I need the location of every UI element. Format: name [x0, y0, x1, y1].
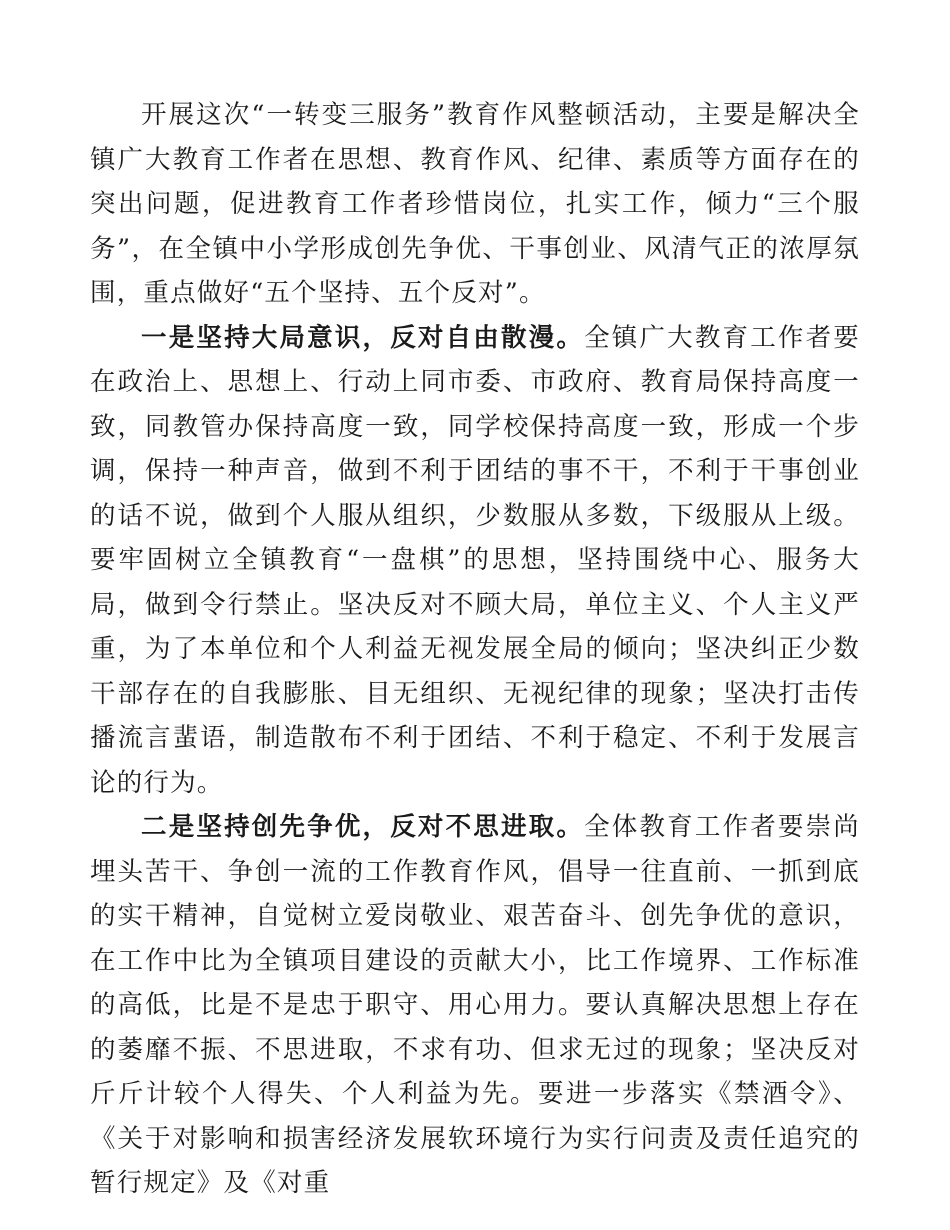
paragraph-point-two	[90, 805, 860, 1206]
paragraph-text: 全镇广大教育工作者要在政治上、思想上、行动上同市委、市政府、教育局保持高度一致，同教管办保持高度一致，同学校保持高度一致，形成一个步调，保持一种声音，做到不利于团结的事不干，不利于干事创业的话不说，做到个人服从组织，少数服从多数，下级服从上级。要牢固树立全镇教育“一盘棋”的思想，坚持围绕中心、服务大局，做到令行禁止。坚决反对不顾大局，单位主义、个人主义严重，为了本单位和个人利益无视发展全局的倾向；坚决纠正少数干部存在的自我膨胀、目无组织、无视纪律的现象；坚决打击传播流言蜚语，制造散布不利于团结、不利于稳定、不利于发展言论的行为。	[90, 322, 860, 798]
paragraph-point-one	[90, 316, 860, 806]
paragraph-text: 开展这次“一转变三服务”教育作风整顿活动，主要是解决全镇广大教育工作者在思想、教育作风、纪律、素质等方面存在的突出问题，促进教育工作者珍惜岗位，扎实工作，倾力“三个服务”，在全镇中小学形成创先争优、干事创业、风清气正的浓厚氛围，重点做好“五个坚持、五个反对”。	[90, 100, 860, 308]
paragraph-lead: 二是坚持创先争优，反对不思进取。	[141, 812, 585, 842]
document-body	[90, 93, 860, 1206]
paragraph-text: 全体教育工作者要崇尚埋头苦干、争创一流的工作教育作风，倡导一往直前、一抓到底的实干精神，自觉树立爱岗敬业、艰苦奋斗、创先争优的意识，在工作中比为全镇项目建设的贡献大小，比工作境界、工作标准的高低，比是不是忠于职守、用心用力。要认真解决思想上存在的萎靡不振、不思进取，不求有功、但求无过的现象；坚决反对斤斤计较个人得失、个人利益为先。要进一步落实《禁酒令》、《关于对影响和损害经济发展软环境行为实行问责及责任追究的暂行规定》及《对重	[90, 812, 860, 1198]
paragraph-intro	[90, 93, 860, 316]
paragraph-lead: 一是坚持大局意识，反对自由散漫。	[141, 322, 585, 353]
